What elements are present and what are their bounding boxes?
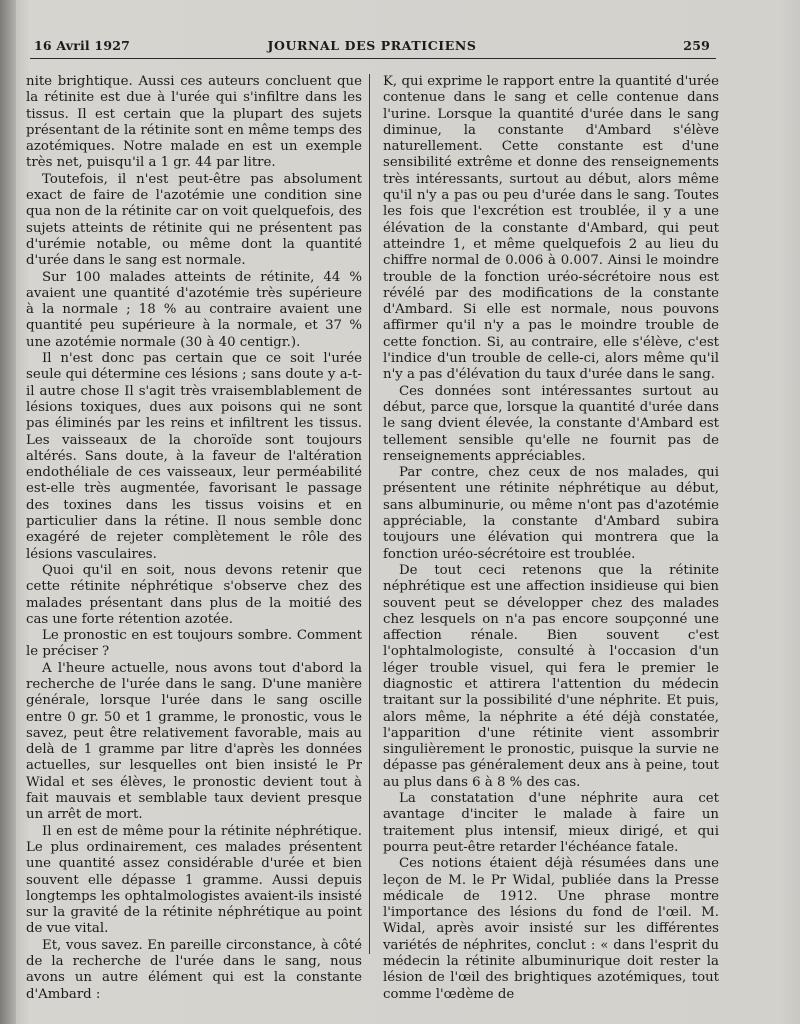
paragraph: Sur 100 malades atteints de rétinite, 44 % avaient une quantité d'azotémie très supérieure à la normale ; 18 % au contraire avaient une quantité peu supérieure à la normale, et 37 % une azotémie normale (30 à 40 centigr.).: [26, 269, 362, 350]
paragraph: La constatation d'une néphrite aura cet avantage d'inciter le malade à faire un traitement plus intensif, mieux dirigé, et qui pourra peut-être retarder l'échéance fatale.: [383, 791, 719, 855]
header-journal-title: JOURNAL DES PRATICIENS: [267, 38, 477, 53]
header-rule: [30, 58, 716, 59]
paragraph: De tout ceci retenons que la rétinite néphrétique est une affection insidieuse qui bien souvent peut se développer chez des malades chez lesquels on n'a pas encore soupçonné une affection rénale. Bien souvent c'est l'ophtalmologiste, consulté à l'occasion d'un léger trouble visuel, qui fera le premier le diagnostic et attirera l'attention du médecin traitant sur la possibilité d'une néphrite. Et puis, alors même, la néphrite a été déjà constatée, l'apparition d'une rétinite vient assombrir singulièrement le pronostic, puisque la survie ne dépasse pas généralement deux ans à peine, tout au plus dans 6 à 8 % des cas.: [383, 562, 719, 790]
paragraph: Et, vous savez. En pareille circonstance, à côté de la recherche de l'urée dans le sang, nous avons un autre élément qui est la constante d'Ambard :: [26, 937, 362, 1002]
paragraph: Ces notions étaient déjà résumées dans une leçon de M. le Pr Widal, publiée dans la Presse médicale de 1912. Une phrase montre l'importance des lésions du fond de l'œil. M. Widal, après avoir insisté sur les différentes variétés de néphrites, conclut : « dans l'esprit du médecin la rétinite albuminurique doit rester la lésion de l'œil des brightiques azotémiques, tout comme l'œdème de: [383, 856, 719, 1002]
paragraph: A l'heure actuelle, nous avons tout d'abord la recherche de l'urée dans le sang. D'une manière générale, lorsque l'urée dans le sang oscille entre 0 gr. 50 et 1 gramme, le pronostic, vous le savez, peut être relativement favorable, mais au delà de 1 gramme par litre d'après les données actuelles, sur lesquelles ont bien insisté le Pr Widal et ses élèves, le pronostic devient tout à fait mauvais et semblable taux devient presque un arrêt de mort.: [26, 660, 362, 823]
column-divider: [369, 74, 370, 954]
right-column: [383, 74, 719, 1003]
page-spine-shadow: [0, 0, 16, 1024]
header-page-number: 259: [683, 38, 710, 53]
header-date: 16 Avril 1927: [34, 38, 131, 53]
paragraph: nite brightique. Aussi ces auteurs concluent que la rétinite est due à l'urée qui s'infiltre dans les tissus. Il est certain que la plupart des sujets présentant de la rétinite sont en même temps des azotémiques. Notre malade en est un exemple très net, puisqu'il a 1 gr. 44 par litre.: [26, 74, 362, 171]
paragraph: Toutefois, il n'est peut-être pas absolument exact de faire de l'azotémie une condition sine qua non de la rétinite car on voit quelquefois, des sujets atteints de rétinite qui ne présentent pas d'urémie notable, ou même dont la quantité d'urée dans le sang est normale.: [26, 171, 362, 269]
left-column: [26, 74, 362, 1003]
paragraph: Il n'est donc pas certain que ce soit l'urée seule qui détermine ces lésions ; sans doute y a-t-il autre chose Il s'agit très vraisemblablement de lésions toxiques, dues aux poisons qui ne sont pas éliminés par les reins et infiltrent les tissus. Les vaisseaux de la choroïde sont toujours altérés. Sans doute, à la faveur de l'altération endothéliale de ces vaisseaux, leur perméabilité est-elle très augmentée, favorisant le passage des toxines dans les tissus voisins et en particulier dans la rétine. Il nous semble donc exagéré de rejeter complètement le rôle des lésions vasculaires.: [26, 351, 362, 562]
paragraph: Le pronostic en est toujours sombre. Comment le préciser ?: [26, 628, 362, 660]
paragraph: K, qui exprime le rapport entre la quantité d'urée contenue dans le sang et celle contenue dans l'urine. Lorsque la quantité d'urée dans le sang diminue, la constante d'Ambard s'élève naturellement. Cette constante est d'une sensibilité extrême et donne des renseignements très intéressants, surtout au début, alors même qu'il n'y a pas ou peu d'urée dans le sang. Toutes les fois que l'excrétion est troublée, il y a une élévation de la constante d'Ambard, qui peut atteindre 1, et même quelquefois 2 au lieu du chiffre normal de 0.006 à 0.007. Ainsi le moindre trouble de la fonction uréo-sécrétoire nous est révélé par des modifications de la constante d'Ambard. Si elle est normale, nous pouvons affirmer qu'il n'y a pas le moindre trouble de cette fonction. Si, au contraire, elle s'élève, c'est l'indice d'un trouble de celle-ci, alors même qu'il n'y a pas d'élévation du taux d'urée dans le sang.: [383, 74, 719, 383]
paragraph: Ces données sont intéressantes surtout au début, parce que, lorsque la quantité d'urée dans le sang dvient élevée, la constante d'Ambard est tellement sensible qu'elle ne fournit pas de renseignements appréciables.: [383, 383, 719, 464]
paragraph: Quoi qu'il en soit, nous devons retenir que cette rétinite néphrétique s'observe chez des malades présentant dans plus de la moitié des cas une forte rétention azotée.: [26, 562, 362, 627]
running-header: [34, 38, 710, 58]
paragraph: Par contre, chez ceux de nos malades, qui présentent une rétinite néphrétique au début, sans albuminurie, ou même n'ont pas d'azotémie appréciable, la constante d'Ambard subira toujours une élévation qui montrera que la fonction uréo-sécrétoire est troublée.: [383, 465, 719, 562]
paragraph: Il en est de même pour la rétinite néphrétique. Le plus ordinairement, ces malades présentent une quantité assez considérable d'urée et bien souvent elle dépasse 1 gramme. Aussi depuis longtemps les ophtalmologistes avaient-ils insisté sur la gravité de la rétinite néphrétique au point de vue vital.: [26, 823, 362, 937]
